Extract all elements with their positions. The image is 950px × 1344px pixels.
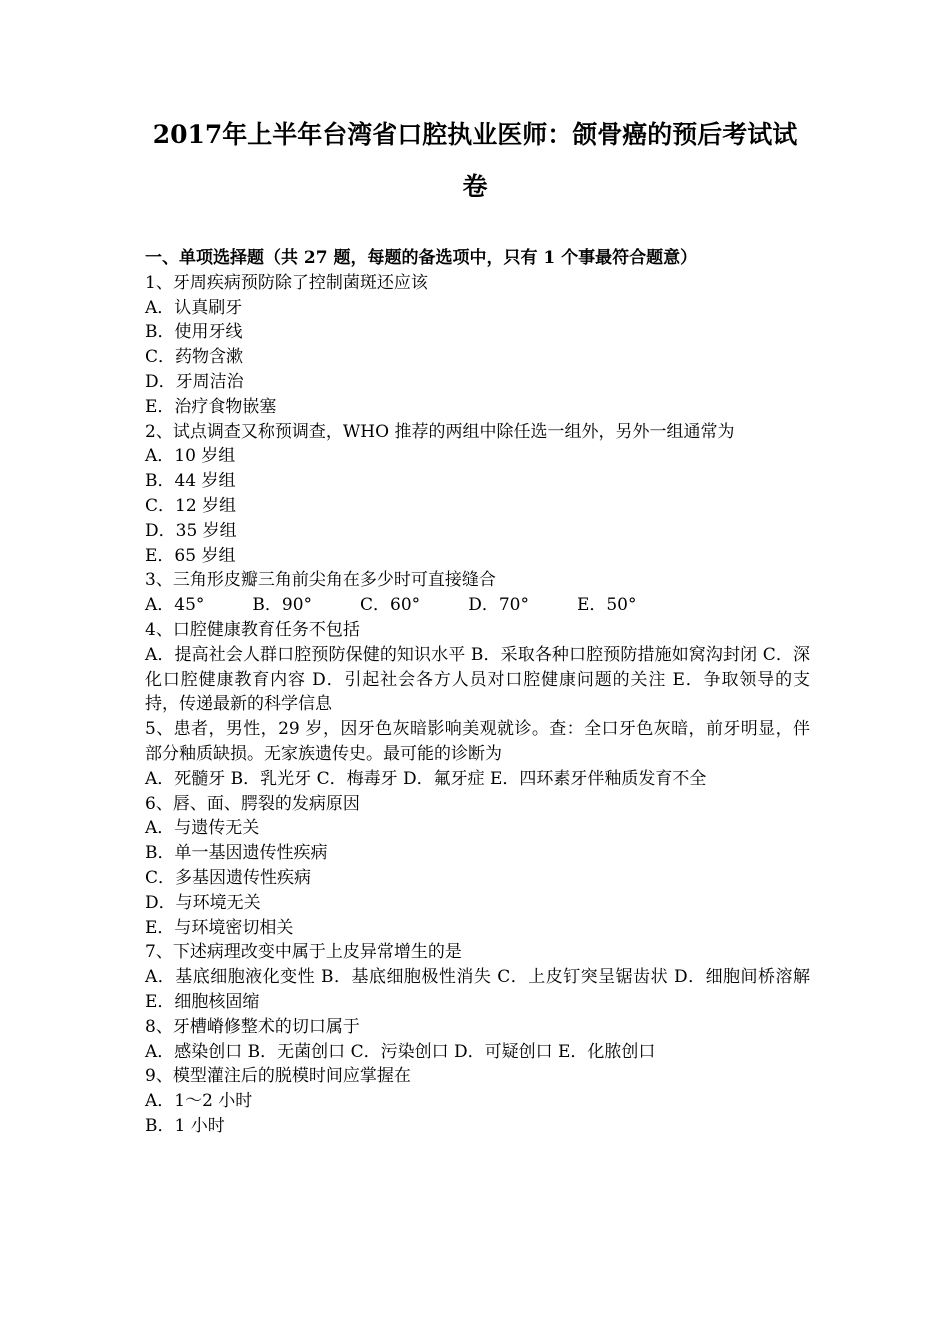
document-title-line-2: 卷 [462, 172, 488, 201]
question-7-stem: 7、下述病理改变中属于上皮异常增生的是 [145, 942, 462, 963]
question-3-options [145, 593, 810, 618]
question-3-option-e: E．50° [576, 595, 637, 616]
question-1-option-c: C．药物含漱 [145, 347, 244, 368]
question-6-option-e: E．与环境密切相关 [145, 917, 294, 938]
question-1-option-b: B．使用牙线 [145, 322, 243, 343]
question-5-stem: 5、患者，男性，29 岁，因牙色灰暗影响美观就诊。查：全口牙色灰暗，前牙明显，伴部分釉质缺损。无家族遗传史。最可能的诊断为 [145, 719, 810, 764]
question-8-options: A．感染创口 B．无菌创口 C．污染创口 D．可疑创口 E．化脓创口 [145, 1041, 656, 1062]
question-3-option-a: A．45° [145, 595, 205, 616]
question-3-option-d: D．70° [468, 595, 529, 616]
question-1-option-e: E．治疗食物嵌塞 [145, 396, 277, 417]
question-4-options: A．提高社会人群口腔预防保健的知识水平 B．采取各种口腔预防措施如窝沟封闭 C．深化口腔健康教育内容 D．引起社会各方人员对口腔健康问题的关注 E．争取领导的支持，传递最新的科学信息 [145, 644, 810, 715]
document-title-line-1: 2017年上半年台湾省口腔执业医师：颌骨癌的预后考试试 [152, 120, 798, 149]
question-9-stem: 9、模型灌注后的脱模时间应掌握在 [145, 1066, 411, 1087]
question-9-option-a: A．1～2 小时 [145, 1091, 253, 1112]
question-7-options: A．基底细胞液化变性 B．基底细胞极性消失 C．上皮钉突呈锯齿状 D．细胞间桥溶解 E．细胞核固缩 [145, 967, 810, 1012]
question-8-stem: 8、牙槽嵴修整术的切口属于 [145, 1016, 360, 1037]
question-2-option-b: B．44 岁组 [145, 471, 236, 492]
question-2-option-d: D．35 岁组 [145, 520, 237, 541]
question-6-option-c: C．多基因遗传性疾病 [145, 867, 312, 888]
question-2-stem: 2、试点调查又称预调查，WHO 推荐的两组中除任选一组外，另外一组通常为 [145, 421, 735, 442]
question-9-option-b: B．1 小时 [145, 1115, 225, 1136]
question-3-option-b: B．90° [252, 595, 313, 616]
question-2-option-e: E．65 岁组 [145, 545, 236, 566]
question-3-stem: 3、三角形皮瓣三角前尖角在多少时可直接缝合 [145, 570, 496, 591]
question-1-stem: 1、牙周疾病预防除了控制菌斑还应该 [145, 272, 428, 293]
question-1-option-d: D．牙周洁治 [145, 371, 244, 392]
question-6-option-d: D．与环境无关 [145, 892, 261, 913]
question-6-stem: 6、唇、面、腭裂的发病原因 [145, 793, 360, 814]
question-1-option-a: A．认真刷牙 [145, 297, 243, 318]
question-2-option-c: C．12 岁组 [145, 495, 237, 516]
question-5-options: A．死髓牙 B．乳光牙 C．梅毒牙 D．氟牙症 E．四环素牙伴釉质发育不全 [145, 768, 707, 789]
question-6-option-a: A．与遗传无关 [145, 818, 260, 839]
exam-body [145, 246, 810, 1139]
question-2-option-a: A．10 岁组 [145, 446, 236, 467]
question-3-option-c: C．60° [360, 595, 421, 616]
section-heading: 一、单项选择题（共 27 题，每题的备选项中，只有 1 个事最符合题意） [145, 248, 698, 268]
question-6-option-b: B．单一基因遗传性疾病 [145, 843, 328, 864]
question-4-stem: 4、口腔健康教育任务不包括 [145, 619, 360, 640]
